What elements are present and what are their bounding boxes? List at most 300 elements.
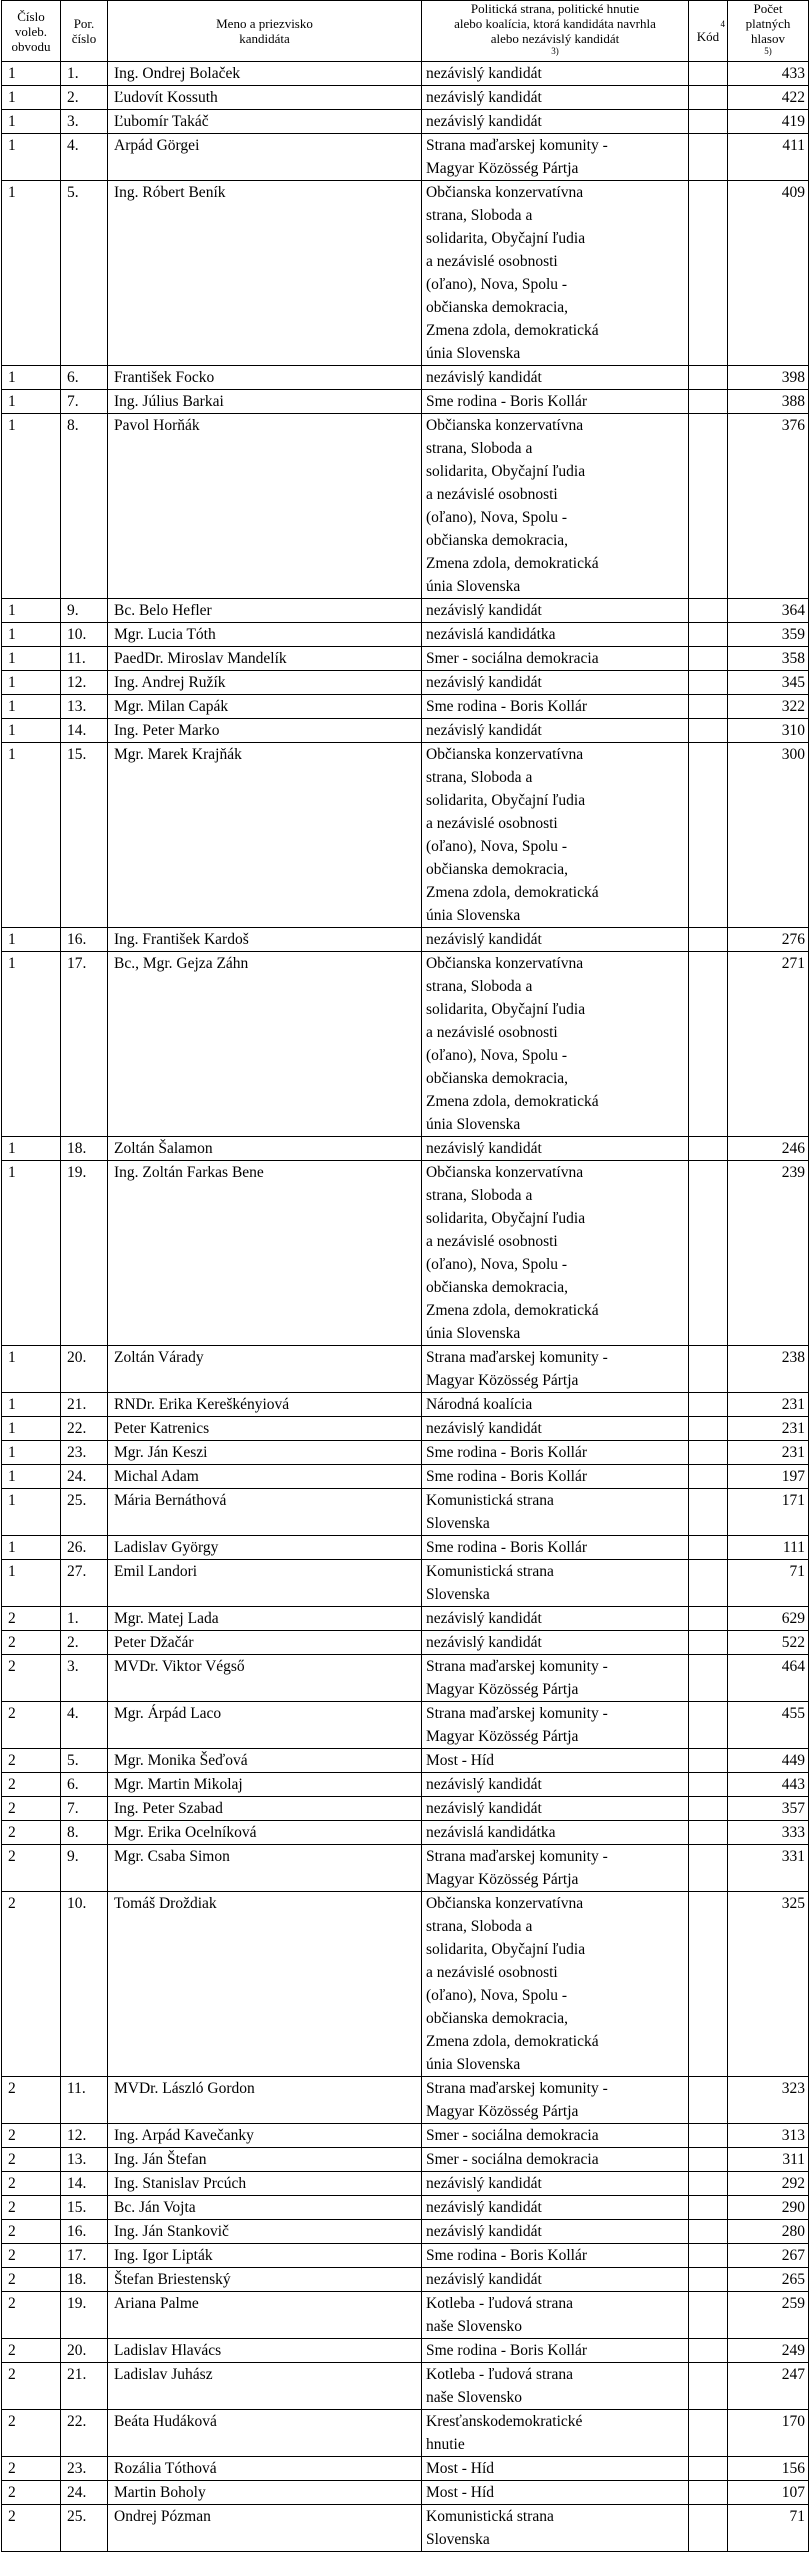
candidate-name: Michal Adam xyxy=(108,1465,422,1489)
table-row xyxy=(2,1607,809,1631)
district-number: 1 xyxy=(2,623,61,647)
code-cell xyxy=(689,2220,728,2244)
order-number: 15. xyxy=(61,2196,108,2220)
header-text: obvodu xyxy=(11,38,51,54)
code-cell xyxy=(689,2410,728,2457)
valid-votes: 364 xyxy=(728,599,809,623)
district-number: 1 xyxy=(2,1346,61,1393)
party-cell xyxy=(422,2339,689,2363)
order-number: 1. xyxy=(61,62,108,86)
party-cell xyxy=(422,2196,689,2220)
candidate-name: Ľubomír Takáč xyxy=(108,110,422,134)
order-number: 18. xyxy=(61,1137,108,1161)
party-cell xyxy=(422,1536,689,1560)
candidate-name: Ing. Róbert Beník xyxy=(108,181,422,366)
party-line: Strana maďarskej komunity - xyxy=(426,1658,608,1675)
valid-votes: 280 xyxy=(728,2220,809,2244)
party-line: Zmena zdola, demokratická xyxy=(426,322,599,339)
district-number: 2 xyxy=(2,1607,61,1631)
header-valid-votes xyxy=(728,1,809,62)
order-number: 21. xyxy=(61,1393,108,1417)
district-number: 2 xyxy=(2,2481,61,2505)
district-number: 2 xyxy=(2,2363,61,2410)
valid-votes: 322 xyxy=(728,695,809,719)
district-number: 2 xyxy=(2,2077,61,2124)
table-row xyxy=(2,366,809,390)
district-number: 1 xyxy=(2,366,61,390)
header-text: alebo koalícia, ktorá kandidáta navrhla xyxy=(454,16,656,31)
party-line: Magyar Közösség Pártja xyxy=(426,1681,579,1698)
party-line: Strana maďarskej komunity - xyxy=(426,1848,608,1865)
code-cell xyxy=(689,1417,728,1441)
valid-votes: 409 xyxy=(728,181,809,366)
party-cell xyxy=(422,2481,689,2505)
table-header-row xyxy=(2,1,809,62)
candidate-name: Ing. Stanislav Prcúch xyxy=(108,2172,422,2196)
party-cell xyxy=(422,1892,689,2077)
valid-votes: 231 xyxy=(728,1393,809,1417)
order-number: 1. xyxy=(61,1607,108,1631)
district-number: 1 xyxy=(2,110,61,134)
footnote-mark: 5) xyxy=(764,46,772,56)
header-party xyxy=(422,1,689,62)
party-line: Sme rodina - Boris Kollár xyxy=(426,393,588,410)
order-number: 22. xyxy=(61,2410,108,2457)
candidate-name: Ariana Palme xyxy=(108,2292,422,2339)
code-cell xyxy=(689,647,728,671)
party-cell xyxy=(422,952,689,1137)
candidate-name: Tomáš Droždiak xyxy=(108,1892,422,2077)
order-number: 15. xyxy=(61,743,108,928)
table-row xyxy=(2,719,809,743)
table-row xyxy=(2,2457,809,2481)
candidate-name: Ing. Ján Štefan xyxy=(108,2148,422,2172)
header-code xyxy=(689,1,728,62)
order-number: 27. xyxy=(61,1560,108,1607)
candidate-name: Ing. Igor Lipták xyxy=(108,2244,422,2268)
party-line: Komunistická strana xyxy=(426,2508,554,2525)
party-line: Strana maďarskej komunity - xyxy=(426,137,608,154)
candidate-name: Štefan Briestenský xyxy=(108,2268,422,2292)
order-number: 23. xyxy=(61,2457,108,2481)
party-cell xyxy=(422,1417,689,1441)
code-cell xyxy=(689,952,728,1137)
table-row xyxy=(2,1702,809,1749)
party-line: Magyar Közösség Pártja xyxy=(426,1372,579,1389)
party-line: Zmena zdola, demokratická xyxy=(426,1302,599,1319)
order-number: 22. xyxy=(61,1417,108,1441)
party-line: strana, Sloboda a xyxy=(426,440,533,457)
code-cell xyxy=(689,414,728,599)
party-line: nezávislý kandidát xyxy=(426,1634,542,1651)
party-line: Kotleba - ľudová strana xyxy=(426,2295,574,2312)
code-cell xyxy=(689,928,728,952)
candidate-name: František Focko xyxy=(108,366,422,390)
candidate-name: Ladislav György xyxy=(108,1536,422,1560)
header-text: Meno a priezvisko xyxy=(216,16,313,31)
valid-votes: 71 xyxy=(728,1560,809,1607)
table-row xyxy=(2,1489,809,1536)
party-line: nezávislý kandidát xyxy=(426,2271,542,2288)
party-line: Občianska konzervatívna xyxy=(426,955,584,972)
valid-votes: 323 xyxy=(728,2077,809,2124)
party-line: (oľano), Nova, Spolu - xyxy=(426,509,568,526)
party-cell xyxy=(422,2172,689,2196)
party-line: nezávislý kandidát xyxy=(426,1140,542,1157)
code-cell xyxy=(689,1655,728,1702)
code-cell xyxy=(689,1631,728,1655)
party-cell xyxy=(422,719,689,743)
order-number: 3. xyxy=(61,110,108,134)
order-number: 7. xyxy=(61,390,108,414)
table-row xyxy=(2,1892,809,2077)
party-line: únia Slovenska xyxy=(426,2056,521,2073)
valid-votes: 443 xyxy=(728,1773,809,1797)
candidate-name: Peter Katrenics xyxy=(108,1417,422,1441)
candidate-name: Mgr. Matej Lada xyxy=(108,1607,422,1631)
party-line: Smer - sociálna demokracia xyxy=(426,2151,599,2168)
district-number: 2 xyxy=(2,2268,61,2292)
party-cell xyxy=(422,414,689,599)
party-line: (oľano), Nova, Spolu - xyxy=(426,1987,568,2004)
code-cell xyxy=(689,1161,728,1346)
party-line: naše Slovensko xyxy=(426,2318,523,2335)
table-row xyxy=(2,1560,809,1607)
party-line: Magyar Közösség Pártja xyxy=(426,160,579,177)
order-number: 17. xyxy=(61,952,108,1137)
candidate-name: MVDr. Viktor Végső xyxy=(108,1655,422,1702)
order-number: 8. xyxy=(61,414,108,599)
order-number: 4. xyxy=(61,1702,108,1749)
district-number: 2 xyxy=(2,2124,61,2148)
code-cell xyxy=(689,1702,728,1749)
party-cell xyxy=(422,1607,689,1631)
table-row xyxy=(2,1441,809,1465)
candidate-name: Ladislav Hlavács xyxy=(108,2339,422,2363)
party-line: nezávislý kandidát xyxy=(426,65,542,82)
party-line: Sme rodina - Boris Kollár xyxy=(426,2247,588,2264)
party-line: (oľano), Nova, Spolu - xyxy=(426,1256,568,1273)
table-row xyxy=(2,743,809,928)
order-number: 26. xyxy=(61,1536,108,1560)
party-line: Komunistická strana xyxy=(426,1492,554,1509)
district-number: 1 xyxy=(2,1137,61,1161)
table-row xyxy=(2,2363,809,2410)
order-number: 19. xyxy=(61,1161,108,1346)
table-row xyxy=(2,2148,809,2172)
order-number: 14. xyxy=(61,719,108,743)
order-number: 24. xyxy=(61,2481,108,2505)
district-number: 1 xyxy=(2,1536,61,1560)
order-number: 10. xyxy=(61,1892,108,2077)
candidate-name: Mgr. Ján Keszi xyxy=(108,1441,422,1465)
table-row xyxy=(2,390,809,414)
party-line: nezávislý kandidát xyxy=(426,1776,542,1793)
party-line: nezávislý kandidát xyxy=(426,602,542,619)
party-line: Smer - sociálna demokracia xyxy=(426,2127,599,2144)
party-cell xyxy=(422,86,689,110)
valid-votes: 259 xyxy=(728,2292,809,2339)
valid-votes: 267 xyxy=(728,2244,809,2268)
party-cell xyxy=(422,1441,689,1465)
order-number: 25. xyxy=(61,1489,108,1536)
candidate-name: Peter Džačár xyxy=(108,1631,422,1655)
code-cell xyxy=(689,134,728,181)
party-cell xyxy=(422,110,689,134)
header-text: alebo nezávislý kandidát xyxy=(490,31,620,46)
party-cell xyxy=(422,2244,689,2268)
district-number: 2 xyxy=(2,2148,61,2172)
valid-votes: 271 xyxy=(728,952,809,1137)
party-line: občianska demokracia, xyxy=(426,2010,569,2027)
district-number: 1 xyxy=(2,695,61,719)
code-cell xyxy=(689,2244,728,2268)
valid-votes: 419 xyxy=(728,110,809,134)
valid-votes: 411 xyxy=(728,134,809,181)
party-line: strana, Sloboda a xyxy=(426,207,533,224)
valid-votes: 276 xyxy=(728,928,809,952)
candidate-name: Martin Boholy xyxy=(108,2481,422,2505)
party-cell xyxy=(422,671,689,695)
header-text: Kód xyxy=(696,28,720,44)
candidate-name: Ľudovít Kossuth xyxy=(108,86,422,110)
table-row xyxy=(2,2292,809,2339)
valid-votes: 629 xyxy=(728,1607,809,1631)
valid-votes: 197 xyxy=(728,1465,809,1489)
valid-votes: 325 xyxy=(728,1892,809,2077)
party-line: Magyar Közösség Pártja xyxy=(426,2103,579,2120)
valid-votes: 311 xyxy=(728,2148,809,2172)
table-row xyxy=(2,2244,809,2268)
valid-votes: 107 xyxy=(728,2481,809,2505)
header-text: Číslo xyxy=(17,8,45,24)
district-number: 1 xyxy=(2,671,61,695)
table-row xyxy=(2,695,809,719)
party-line: Slovenska xyxy=(426,2531,490,2548)
table-row xyxy=(2,62,809,86)
code-cell xyxy=(689,1845,728,1892)
table-row xyxy=(2,2196,809,2220)
order-number: 12. xyxy=(61,2124,108,2148)
party-cell xyxy=(422,1489,689,1536)
code-cell xyxy=(689,2457,728,2481)
candidate-name: Mgr. Erika Ocelníková xyxy=(108,1821,422,1845)
table-row xyxy=(2,1631,809,1655)
code-cell xyxy=(689,695,728,719)
party-line: Občianska konzervatívna xyxy=(426,1895,584,1912)
table-row xyxy=(2,2220,809,2244)
party-cell xyxy=(422,62,689,86)
code-cell xyxy=(689,1821,728,1845)
party-cell xyxy=(422,1631,689,1655)
party-cell xyxy=(422,1560,689,1607)
party-line: Národná koalícia xyxy=(426,1396,533,1413)
valid-votes: 388 xyxy=(728,390,809,414)
table-row xyxy=(2,2505,809,2552)
order-number: 13. xyxy=(61,2148,108,2172)
code-cell xyxy=(689,110,728,134)
party-cell xyxy=(422,2410,689,2457)
party-line: nezávislý kandidát xyxy=(426,1610,542,1627)
party-line: únia Slovenska xyxy=(426,1325,521,1342)
valid-votes: 300 xyxy=(728,743,809,928)
code-cell xyxy=(689,2172,728,2196)
party-line: solidarita, Obyčajní ľudia xyxy=(426,463,586,480)
party-cell xyxy=(422,366,689,390)
party-line: nezávislý kandidát xyxy=(426,2175,542,2192)
party-cell xyxy=(422,647,689,671)
header-text: platných xyxy=(745,16,791,31)
party-line: Magyar Közösség Pártja xyxy=(426,1728,579,1745)
candidate-name: Ing. Július Barkai xyxy=(108,390,422,414)
party-cell xyxy=(422,1845,689,1892)
party-line: únia Slovenska xyxy=(426,1116,521,1133)
district-number: 2 xyxy=(2,1845,61,1892)
order-number: 4. xyxy=(61,134,108,181)
district-number: 2 xyxy=(2,2292,61,2339)
order-number: 16. xyxy=(61,2220,108,2244)
district-number: 1 xyxy=(2,1489,61,1536)
party-line: solidarita, Obyčajní ľudia xyxy=(426,1001,586,1018)
order-number: 16. xyxy=(61,928,108,952)
party-cell xyxy=(422,1749,689,1773)
district-number: 1 xyxy=(2,181,61,366)
party-cell xyxy=(422,2457,689,2481)
header-candidate-name xyxy=(108,1,422,62)
district-number: 1 xyxy=(2,719,61,743)
party-line: občianska demokracia, xyxy=(426,1279,569,1296)
order-number: 6. xyxy=(61,366,108,390)
header-district-no xyxy=(2,1,61,62)
party-line: nezávislý kandidát xyxy=(426,2199,542,2216)
party-line: Občianska konzervatívna xyxy=(426,417,584,434)
party-line: Občianska konzervatívna xyxy=(426,1164,584,1181)
candidate-name: Ing. Andrej Ružík xyxy=(108,671,422,695)
party-line: solidarita, Obyčajní ľudia xyxy=(426,1941,586,1958)
party-cell xyxy=(422,1821,689,1845)
code-cell xyxy=(689,1773,728,1797)
code-cell xyxy=(689,2148,728,2172)
valid-votes: 265 xyxy=(728,2268,809,2292)
party-cell xyxy=(422,1393,689,1417)
order-number: 17. xyxy=(61,2244,108,2268)
party-line: a nezávislé osobnosti xyxy=(426,253,558,270)
district-number: 2 xyxy=(2,1773,61,1797)
order-number: 10. xyxy=(61,623,108,647)
party-line: občianska demokracia, xyxy=(426,532,569,549)
party-line: únia Slovenska xyxy=(426,907,521,924)
code-cell xyxy=(689,2268,728,2292)
header-text xyxy=(730,31,806,61)
candidate-name: PaedDr. Miroslav Mandelík xyxy=(108,647,422,671)
party-cell xyxy=(422,1465,689,1489)
footnote-mark: 3) xyxy=(551,46,559,56)
order-number: 19. xyxy=(61,2292,108,2339)
order-number: 2. xyxy=(61,1631,108,1655)
candidate-name: Ondrej Pózman xyxy=(108,2505,422,2552)
party-line: hnutie xyxy=(426,2436,465,2453)
header-text: Por. xyxy=(73,16,95,31)
table-row xyxy=(2,1417,809,1441)
code-cell xyxy=(689,2363,728,2410)
party-cell xyxy=(422,2292,689,2339)
valid-votes: 358 xyxy=(728,647,809,671)
valid-votes: 111 xyxy=(728,1536,809,1560)
district-number: 2 xyxy=(2,2505,61,2552)
party-cell xyxy=(422,2124,689,2148)
district-number: 1 xyxy=(2,1393,61,1417)
party-line: Občianska konzervatívna xyxy=(426,184,584,201)
code-cell xyxy=(689,1137,728,1161)
table-row xyxy=(2,414,809,599)
party-line: a nezávislé osobnosti xyxy=(426,486,558,503)
party-line: nezávislý kandidát xyxy=(426,1800,542,1817)
code-cell xyxy=(689,623,728,647)
party-line: Strana maďarskej komunity - xyxy=(426,2080,608,2097)
table-row xyxy=(2,623,809,647)
party-cell xyxy=(422,2077,689,2124)
party-line: nezávislá kandidátka xyxy=(426,626,556,643)
valid-votes: 455 xyxy=(728,1702,809,1749)
candidate-name: Mgr. Árpád Laco xyxy=(108,1702,422,1749)
party-cell xyxy=(422,928,689,952)
code-cell xyxy=(689,2481,728,2505)
district-number: 2 xyxy=(2,1631,61,1655)
district-number: 2 xyxy=(2,2196,61,2220)
table-row xyxy=(2,928,809,952)
order-number: 24. xyxy=(61,1465,108,1489)
candidate-name: Mgr. Milan Capák xyxy=(108,695,422,719)
party-cell xyxy=(422,1161,689,1346)
district-number: 1 xyxy=(2,1417,61,1441)
district-number: 2 xyxy=(2,2339,61,2363)
party-line: Strana maďarskej komunity - xyxy=(426,1705,608,1722)
code-cell xyxy=(689,1465,728,1489)
valid-votes: 71 xyxy=(728,2505,809,2552)
party-cell xyxy=(422,1346,689,1393)
district-number: 1 xyxy=(2,1161,61,1346)
table-row xyxy=(2,2410,809,2457)
order-number: 11. xyxy=(61,2077,108,2124)
party-line: Magyar Közösség Pártja xyxy=(426,1871,579,1888)
party-line: únia Slovenska xyxy=(426,578,521,595)
code-cell xyxy=(689,2124,728,2148)
valid-votes: 231 xyxy=(728,1417,809,1441)
candidate-name: Mgr. Monika Šeďová xyxy=(108,1749,422,1773)
candidate-name: Emil Landori xyxy=(108,1560,422,1607)
candidate-name: Ladislav Juhász xyxy=(108,2363,422,2410)
district-number: 2 xyxy=(2,2457,61,2481)
district-number: 1 xyxy=(2,1560,61,1607)
district-number: 2 xyxy=(2,1702,61,1749)
order-number: 7. xyxy=(61,1797,108,1821)
code-cell xyxy=(689,719,728,743)
valid-votes: 238 xyxy=(728,1346,809,1393)
party-cell xyxy=(422,743,689,928)
code-cell xyxy=(689,2077,728,2124)
party-line: nezávislý kandidát xyxy=(426,931,542,948)
table-row xyxy=(2,1161,809,1346)
order-number: 9. xyxy=(61,599,108,623)
party-line: Komunistická strana xyxy=(426,1563,554,1580)
district-number: 2 xyxy=(2,1892,61,2077)
code-cell xyxy=(689,2339,728,2363)
candidate-name: Mgr. Martin Mikolaj xyxy=(108,1773,422,1797)
table-row xyxy=(2,86,809,110)
party-line: Zmena zdola, demokratická xyxy=(426,1093,599,1110)
district-number: 1 xyxy=(2,928,61,952)
code-cell xyxy=(689,2196,728,2220)
